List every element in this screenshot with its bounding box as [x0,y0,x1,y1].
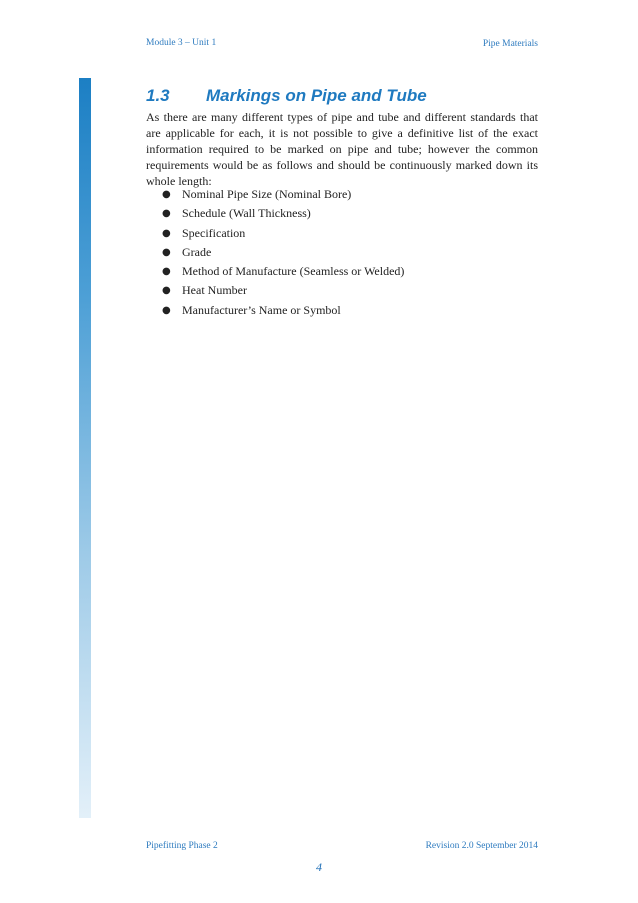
bullet-icon: ● [162,208,171,220]
list-item-text: Nominal Pipe Size (Nominal Bore) [182,187,352,201]
marking-requirements-list [146,185,404,320]
intro-paragraph: As there are many different types of pipe and tube and different standards that are applicable for each, it is not possible to give a definitive list of the exact information required to be marked on pipe and tube; however the common requirements would be as follows and should be continuously marked down its whole length: [146,110,538,188]
footer-revision: Revision 2.0 September 2014 [425,841,538,851]
list-item [146,204,404,223]
bullet-icon: ● [162,266,171,278]
bullet-icon: ● [162,227,171,239]
bullet-icon: ● [162,285,171,297]
page-number: 4 [316,860,322,874]
section-title: Markings on Pipe and Tube [206,86,427,105]
section-heading [146,86,427,106]
list-item-text: Specification [182,225,246,240]
list-item-text: Heat Number [182,283,247,298]
section-number: 1.3 [146,86,170,105]
header-topic: Pipe Materials [482,39,538,49]
bullet-icon: ● [162,189,171,200]
list-item [146,262,404,281]
list-item [146,281,404,300]
list-item-text: Grade [182,244,212,259]
bullet-icon: ● [162,246,171,258]
header-module-unit: Module 3 – Unit 1 [146,38,217,48]
list-item-text: Method of Manufacture (Seamless or Welded) [182,264,405,279]
list-item-text: Manufacturer’s Name or Symbol [182,302,341,317]
list-item [146,301,404,320]
list-item [146,185,404,204]
decorative-side-bar [79,78,91,818]
list-item [146,243,404,262]
list-item-text: Schedule (Wall Thickness) [182,206,311,221]
bullet-icon: ● [162,304,171,316]
list-item [146,224,404,243]
footer-course: Pipefitting Phase 2 [146,841,218,851]
